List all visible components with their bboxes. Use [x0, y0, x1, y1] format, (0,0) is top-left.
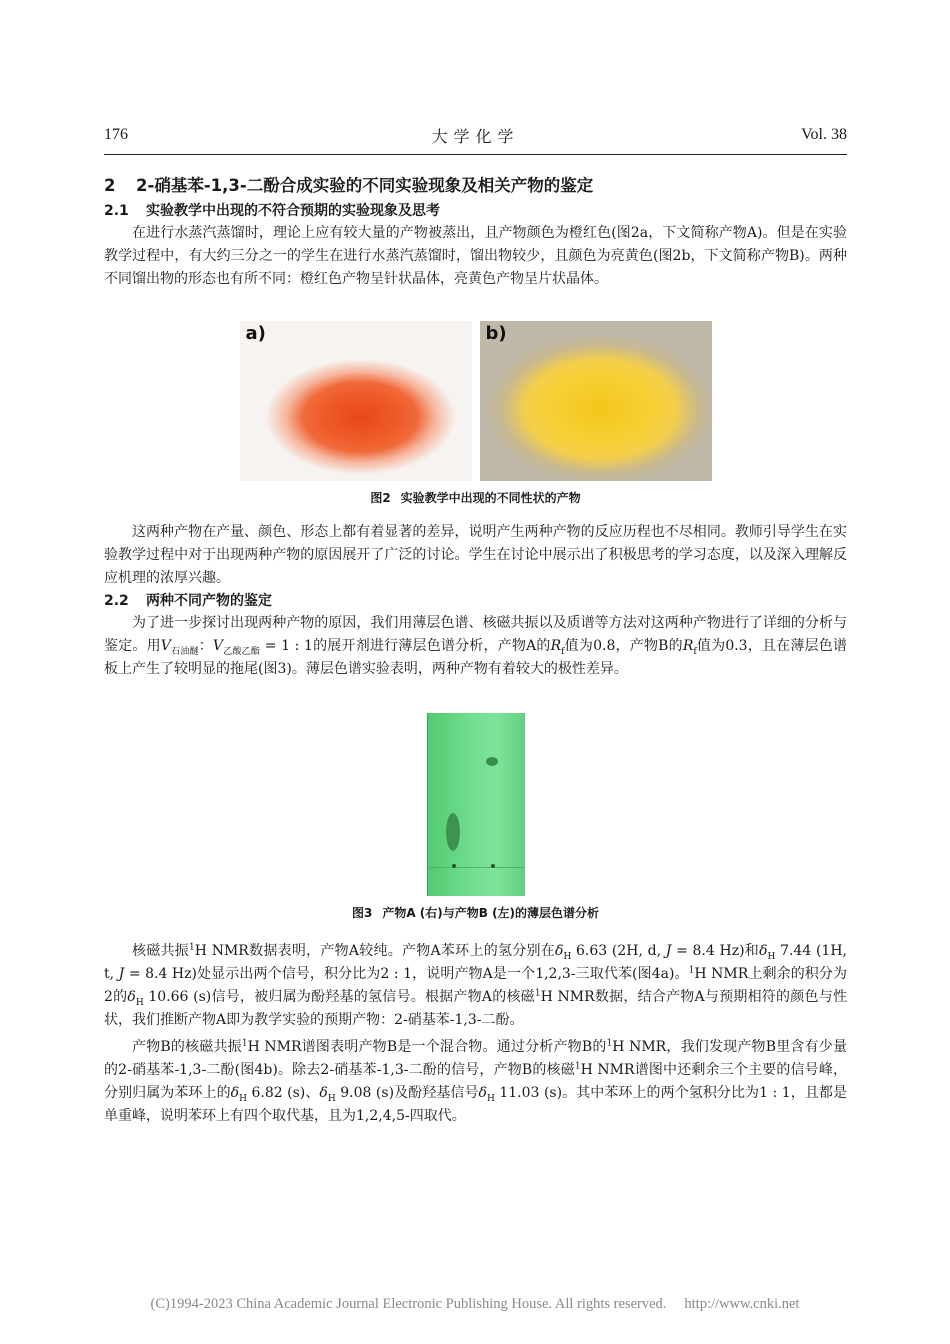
text: 值为0.8，产物B的 [564, 638, 683, 654]
panel-label: a) [245, 323, 266, 344]
section-title: 2-硝基苯-1,3-二酚合成实验的不同实验现象及相关产物的鉴定 [136, 176, 594, 195]
volume-number: Vol. 38 [801, 126, 847, 143]
journal-title: 大学化学 [431, 127, 520, 146]
text: 为了进一步探讨出现两种产物的原因，我们用薄层色谱、核磁共振以及质谱等方法对这两种产物进行了详细的分析与鉴定。用 [104, 615, 847, 654]
text: 1 [241, 1038, 248, 1049]
figure-2-caption [104, 487, 847, 509]
footer-url: http://www.cnki.net [684, 1296, 800, 1312]
caption-number: 图3 [351, 906, 373, 920]
tlc-baseline [428, 867, 525, 868]
text: H [767, 951, 776, 962]
page-footer [0, 1296, 950, 1313]
paragraph [104, 940, 847, 1032]
text: H NMR数据，结合产物A与预期相符的颜色与性状，我们推断产物A即为教学实验的预期产物：2-硝基苯-1,3-二酚。 [104, 989, 847, 1028]
text: R [682, 638, 694, 654]
running-header [104, 124, 847, 155]
text: δ [230, 1085, 240, 1101]
text: 石油醚 [170, 646, 199, 657]
photo-product-b [480, 321, 712, 481]
text: f [693, 646, 697, 657]
text: 乙酸乙酯 [223, 646, 261, 657]
tlc-spot-product-a [486, 757, 498, 766]
tlc-origin-dot [491, 864, 495, 868]
caption-text: 产物A (右)与产物B (左)的薄层色谱分析 [382, 906, 600, 920]
text: δ [319, 1085, 328, 1101]
text: 1 [688, 965, 695, 976]
text: H NMR谱图中还剩余三个主要的信号峰，分别归属为苯环上的 [104, 1062, 847, 1101]
text: J [665, 943, 672, 959]
text: H [486, 1093, 495, 1104]
subsection-number: 2.1 [104, 203, 129, 219]
section-heading [104, 172, 847, 200]
article-body [104, 172, 847, 1128]
subsection-title: 实验教学中出现的不符合预期的实验现象及思考 [146, 203, 440, 219]
tlc-spot-product-b [446, 813, 460, 851]
figure-3 [104, 713, 847, 896]
text: δ [127, 989, 136, 1005]
text: H NMR，我们发现产物B里含有少量的2-硝基苯-1,3-二酚(图4b)。除去2-硝基苯-1,3-二酚的信号，产物B的核磁 [104, 1039, 847, 1078]
figure-3-caption [104, 902, 847, 924]
text: H NMR谱图表明产物B是一个混合物。通过分析产物B的 [247, 1039, 607, 1055]
text: 1 [189, 942, 195, 953]
text: = 8.4 Hz)处显示出两个信号，积分比为2 : 1，说明产物A是一个1,2,3-三取代苯(图4a)。 [124, 966, 689, 982]
text: 7.44 (1H, t, [104, 943, 847, 982]
section-number: 2 [104, 176, 116, 195]
text: ： [198, 638, 213, 654]
text: f [561, 646, 565, 657]
subsection-number: 2.2 [104, 593, 129, 609]
caption-text: 实验教学中出现的不同性状的产物 [400, 491, 581, 505]
text: V [212, 638, 224, 654]
text: H [327, 1093, 336, 1104]
text: 1 [574, 1061, 581, 1072]
text: H NMR数据表明，产物A较纯。产物A苯环上的氢分别在 [194, 943, 555, 959]
text: 1 [534, 988, 541, 999]
text: δ [759, 943, 768, 959]
text: 6.82 (s)、 [246, 1085, 320, 1101]
tlc-plate-photo [427, 713, 525, 896]
text: R [550, 638, 562, 654]
figure-2 [104, 321, 847, 481]
paragraph [104, 1036, 847, 1128]
paragraph [104, 612, 847, 681]
text: δ [478, 1085, 487, 1101]
text: H [135, 997, 144, 1008]
subsection-title: 两种不同产物的鉴定 [146, 593, 272, 609]
text: H NMR上剩余的积分为2的 [104, 966, 847, 1005]
subsection-heading-2-1 [104, 200, 847, 222]
text: 6.63 (2H, d, [571, 943, 666, 959]
text: 9.08 (s)及酚羟基信号 [335, 1085, 479, 1101]
page-number: 176 [104, 126, 128, 143]
text: 10.66 (s)信号，被归属为酚羟基的氢信号。根据产物A的核磁 [143, 989, 535, 1005]
tlc-origin-dot [452, 864, 456, 868]
caption-number: 图2 [370, 491, 391, 505]
panel-label: b) [485, 323, 507, 344]
text: δ [555, 943, 564, 959]
text: V [160, 638, 171, 654]
text: H [239, 1093, 247, 1104]
text: H [563, 951, 572, 962]
text: 1 [606, 1038, 613, 1049]
text: J [118, 966, 125, 982]
text: 11.03 (s)。其中苯环上的两个氢积分比为1 : 1，且都是单重峰，说明苯环上有四个取代基，且为1,2,4,5-四取代。 [104, 1085, 847, 1124]
paragraph: 这两种产物在产量、颜色、形态上都有着显著的差异，说明产生两种产物的反应历程也不尽相同。教师引导学生在实验教学过程中对于出现两种产物的原因展开了广泛的讨论。学生在讨论中展示出了积极思考的学习态度，以及深入理解反应机理的浓厚兴趣。 [104, 524, 847, 586]
text: = 1 : 1的展开剂进行薄层色谱分析，产物A的 [260, 638, 551, 654]
subsection-heading-2-2 [104, 590, 847, 612]
text: = 8.4 Hz)和 [671, 943, 760, 959]
text: 核磁共振 [132, 943, 190, 959]
photo-product-a [240, 321, 472, 481]
text: 产物B的核磁共振 [132, 1039, 242, 1055]
paragraph: 在进行水蒸汽蒸馏时，理论上应有较大量的产物被蒸出，且产物颜色为橙红色(图2a，下文简称产物A)。但是在实验教学过程中，有大约三分之一的学生在进行水蒸汽蒸馏时，馏出物较少，且颜色为亮黄色(图2b，下文简称产物B)。两种不同馏出物的形态也有所不同：橙红色产物呈针状晶体，亮黄色产物呈片状晶体。 [104, 225, 847, 287]
copyright-notice: (C)1994-2023 China Academic Journal Electronic Publishing House. All rights reserved. [150, 1296, 667, 1312]
text: 值为0.3，且在薄层色谱板上产生了较明显的拖尾(图3)。薄层色谱实验表明，两种产物有着较大的极性差异。 [104, 638, 847, 677]
